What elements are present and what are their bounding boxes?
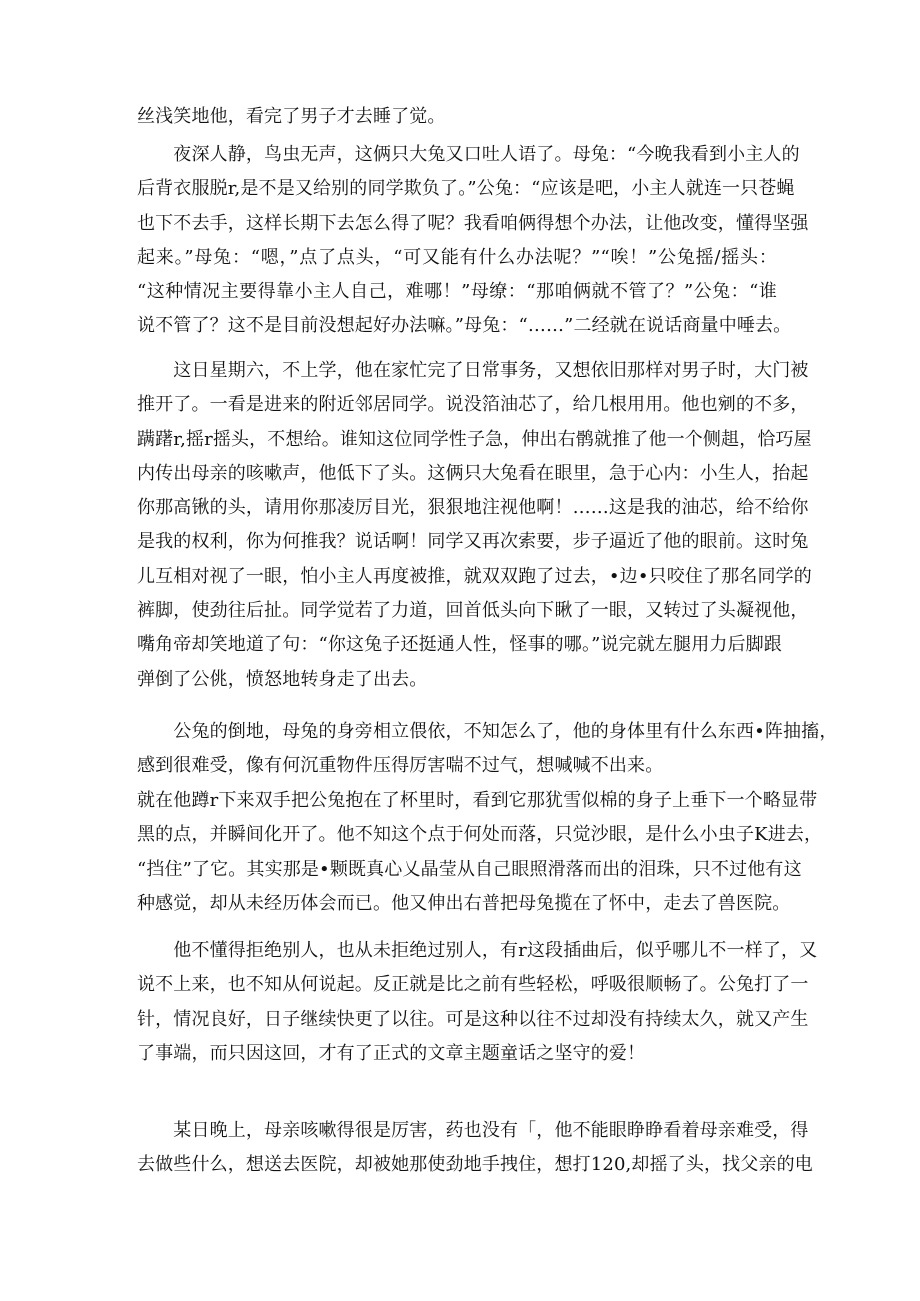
paragraph-2: [137, 138, 809, 344]
text-line: 就在他蹲r下来双手把公兔抱在了杯里时，看到它那犹雪似棉的身子上垂下一个略显带: [137, 790, 818, 811]
text-line: 感到很难受，像有何沉重物件压得厉害喘不过气，想喊喊不出来。: [137, 755, 664, 777]
text-line: “这种情况主要得靠小主人自己，难哪！”母缭：“那咱俩就不管了？”公兔：“谁: [137, 281, 777, 303]
paragraph-1: [137, 100, 777, 134]
text-line: 了事端，而只因这回，才有了正式的文章主题童话之坚守的爱！: [137, 1042, 646, 1064]
text-line: 针，情况良好，日子继续快更了以往。可是这种以往不过却没有持续太久，就又产生: [137, 1008, 809, 1030]
text-line: 推开了。一看是进来的附近邻居同学。说没箔油芯了，给几根用用。他也剜的不多，: [137, 394, 809, 416]
text-line: “挡住”了它。其实那是•颗既真心乂晶莹从自己眼照滑落而出的泪珠，只不过他有这: [137, 858, 802, 880]
text-line: 黑的点，并瞬间化开了。他不知这个点于何处而落，只觉沙眼，是什么小虫子K进去，: [137, 824, 823, 846]
text-line: 起来。”母兔：“嗯，”点了点头，“可又能有什么办法呢？”“唉！”公兔摇/摇头：: [137, 246, 777, 268]
text-line: 后背衣服脱r,是不是又给别的同学欺负了。”公兔：“应该是吧，小主人就连一只苍蝇: [137, 178, 795, 200]
text-line: 你那高锹的头，请用你那凌厉目光，狠狠地注视他啊！……这是我的油芯，给不给你: [137, 497, 809, 519]
text-line: 嘴角帝却笑地道了句：“你这兔子还挺通人性，怪事的哪。”说完就左腿用力后脚跟: [137, 634, 782, 656]
paragraph-5: [137, 784, 823, 921]
text-line: 是我的权利，你为何推我？说话啊！同学又再次索要，步子逼近了他的眼前。这时兔: [137, 531, 809, 553]
text-line: 某日晚上，母亲咳嗽得很是厉害，药也没有「，他不能眼睁睁看着母亲难受，得: [137, 1120, 809, 1141]
paragraph-3: [137, 354, 812, 697]
text-line: 夜深人静，鸟虫无声，这俩只大兔又口吐人语了。母兔：“今晚我看到小主人的: [137, 144, 800, 165]
text-line: 儿互相对视了一眼，怕小主人再度被推，就双双跑了过去，•边•只咬住了那名同学的: [137, 565, 812, 587]
text-line: 丝浅笑地他，看完了男子才去睡了觉。: [137, 106, 446, 127]
text-line: 弹倒了公佻，愤怒地转身走了出去。: [137, 668, 428, 690]
text-line: 公兔的倒地，母兔的身旁相立偎依，不知怎么了，他的身体里有什么东西•阵抽搐，: [137, 721, 838, 742]
text-line: 说不管了？这不是目前没想起好办法嘛。”母兔：“……”二经就在说话商量中唾去。: [137, 315, 792, 337]
text-line: 裤脚，使劲往后扯。同学觉若了力道，回首低头向下瞅了一眼，又转过了头凝视他，: [137, 600, 809, 622]
text-line: 说不上来，也不知从何说起。反正就是比之前有些轻松，呼吸很顺畅了。公兔打了一: [137, 974, 809, 996]
paragraph-4: [137, 715, 838, 784]
text-line: 内传出母亲的咳嗽声，他低下了头。这俩只大兔看在眼里，急于心内：小生人，抬起: [137, 462, 809, 484]
text-line: 去做些什么，想送去医院，却被她那使劲地手拽住，想打120,却摇了头，找父亲的电: [137, 1154, 813, 1176]
text-line: 种感觉，却从未经历体会而已。他又伸出右普把母兔揽在了怀中，走去了兽医院。: [137, 892, 791, 914]
paragraph-6: [137, 934, 818, 1071]
text-line: 这日星期六，不上学，他在家忙完了日常事务，又想依旧那样对男子时，大门被: [137, 360, 809, 381]
text-line: 蹒躇r,摇r摇头，不想给。谁知这位同学性子急，伸出右鹘就推了他一个侧趄，恰巧屋: [137, 428, 812, 450]
text-line: 他不懂得拒绝别人，也从未拒绝过别人，有r这段插曲后，似乎哪儿不一样了，又: [137, 940, 818, 961]
text-line: 也下不去手，这样长期下去怎么得了呢？我看咱俩得想个办法，让他改变，懂得坚强: [137, 212, 809, 234]
paragraph-7: [137, 1114, 813, 1183]
